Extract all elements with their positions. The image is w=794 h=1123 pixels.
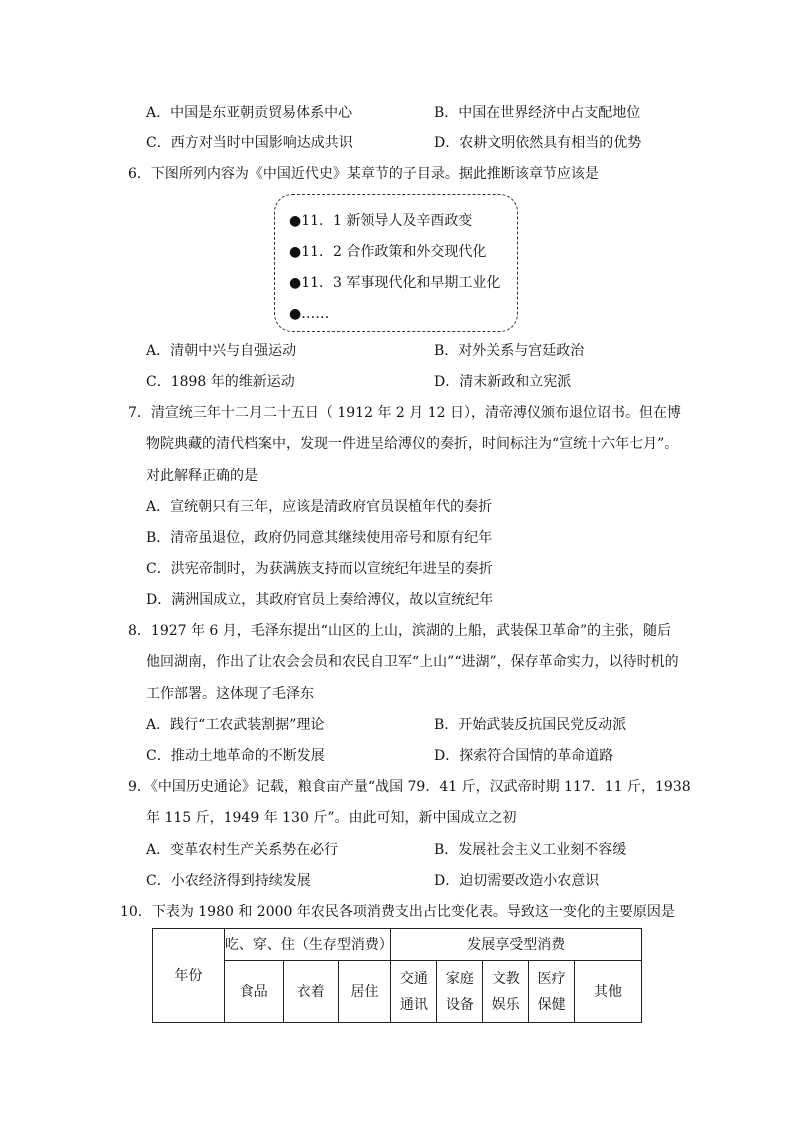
q9-option-a: A．变革农村生产关系势在必行 <box>146 842 339 858</box>
q8-stem-line-3: 工作部署。这体现了毛泽东 <box>146 686 314 702</box>
table-header-transport-communication <box>391 961 437 1023</box>
q9-stem-line-2: 年 115 斤，1949 年 130 斤”。由此可知，新中国成立之初 <box>146 810 517 826</box>
q7-stem-line-2: 物院典藏的清代档案中，发现一件进呈给溥仪的奏折，时间标注为“宣统十六年七月”。 <box>146 436 679 452</box>
q9-stem-line-1: 9．《中国历史通论》记载，粮食亩产量“战国 79．41 斤，汉武帝时期 117．11 斤，1938 <box>128 779 691 795</box>
q7-stem-line-3: 对此解释正确的是 <box>146 468 258 484</box>
q7-option-c: C．洪宪帝制时，为获满族支持而以宣统纪年进呈的奏折 <box>146 561 493 577</box>
table-header-clothing: 衣着 <box>283 961 338 1023</box>
table-header-development-consumption: 发展享受型消费 <box>391 929 642 961</box>
q5-option-c: C．西方对当时中国影响达成共识 <box>146 135 353 151</box>
table-header-label: 娱乐 <box>491 996 520 1013</box>
q7-stem-line-1: 7．清宣统三年十二月二十五日（ 1912 年 2 月 12 日），清帝溥仪颁布退位诏书。但在博 <box>128 405 681 421</box>
q9-option-b: B．发展社会主义工业刻不容缓 <box>434 842 627 858</box>
q6-stem: 6．下图所列内容为《中国近代史》某章节的子目录。据此推断该章节应该是 <box>128 166 599 182</box>
q6-toc-item: ●11．2 合作政策和外交现代化 <box>289 244 487 260</box>
q10-stem: 10．下表为 1980 和 2000 年农民各项消费支出占比变化表。导致这一变化的主要原因是 <box>120 904 675 920</box>
q8-stem-line-2: 他回湖南，作出了让农会会员和农民自卫军“上山”“进湖”，保存革命实力，以待时机的 <box>146 654 679 670</box>
q6-table-of-contents-box <box>274 194 518 332</box>
table-header-label: 交通 <box>399 970 428 987</box>
table-header-survival-consumption: 吃、穿、住（生存型消费） <box>224 929 391 961</box>
q8-stem-line-1: 8．1927 年 6 月，毛泽东提出“山区的上山，滨湖的上船，武装保卫革命”的主张，随后 <box>128 623 672 639</box>
table-header-label: 文教 <box>491 970 520 987</box>
q8-option-a: A．践行“工农武装割据”理论 <box>146 717 325 733</box>
q7-option-d: D．满洲国成立，其政府官员上奏给溥仪，故以宣统纪年 <box>146 592 494 608</box>
q6-option-c: C．1898 年的维新运动 <box>146 374 295 390</box>
table-header-food: 食品 <box>224 961 283 1023</box>
table-header-label: 医疗 <box>537 970 566 987</box>
table-header-culture-entertainment <box>483 961 529 1023</box>
q5-option-b: B．中国在世界经济中占支配地位 <box>434 105 641 121</box>
table-header-label: 通讯 <box>399 996 428 1013</box>
q7-option-a: A．宣统朝只有三年，应该是清政府官员误植年代的奏折 <box>146 499 493 515</box>
table-header-label: 设备 <box>445 996 474 1013</box>
q8-option-b: B．开始武装反抗国民党反动派 <box>434 717 627 733</box>
q6-toc-item: ●11．3 军事现代化和早期工业化 <box>289 275 501 291</box>
table-header-household-equipment <box>437 961 483 1023</box>
q8-option-c: C．推动土地革命的不断发展 <box>146 748 325 764</box>
q9-option-d: D．迫切需要改造小农意识 <box>434 873 600 889</box>
q9-option-c: C．小农经济得到持续发展 <box>146 873 311 889</box>
table-header-medical-care <box>529 961 575 1023</box>
table-header-year: 年份 <box>153 929 225 1023</box>
q8-option-d: D．探索符合国情的革命道路 <box>434 748 614 764</box>
q6-option-a: A．清朝中兴与自强运动 <box>146 343 297 359</box>
table-header-housing: 居住 <box>338 961 391 1023</box>
q5-option-d: D．农耕文明依然具有相当的优势 <box>434 135 642 151</box>
table-header-other: 其他 <box>575 961 642 1023</box>
q6-option-b: B．对外关系与宫廷政治 <box>434 343 585 359</box>
table-header-label: 家庭 <box>445 970 474 987</box>
table-header-label: 保健 <box>537 996 566 1013</box>
q7-option-b: B．清帝虽退位，政府仍同意其继续使用帝号和原有纪年 <box>146 530 493 546</box>
q6-toc-item: ●…… <box>289 306 330 322</box>
q6-toc-item: ●11．1 新领导人及辛酉政变 <box>289 213 473 229</box>
q6-option-d: D．清末新政和立宪派 <box>434 374 572 390</box>
q5-option-a: A．中国是东亚朝贡贸易体系中心 <box>146 105 353 121</box>
q10-consumption-table <box>152 928 642 1023</box>
